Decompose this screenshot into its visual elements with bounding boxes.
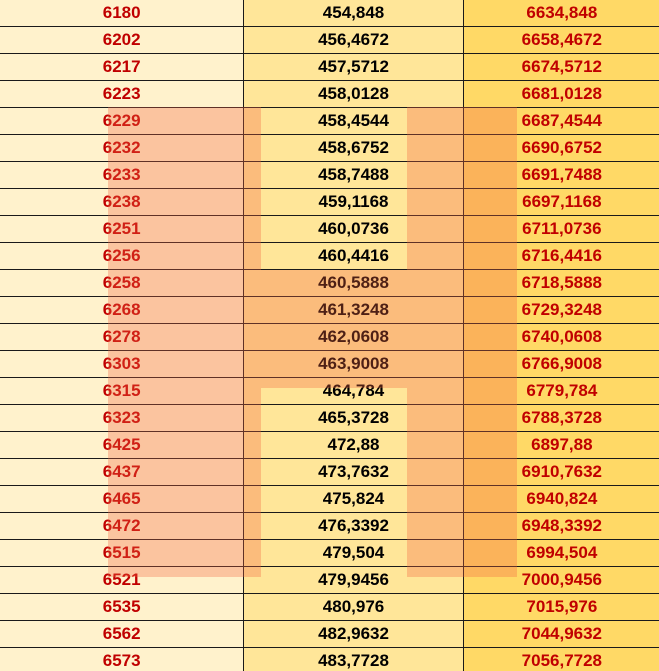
cell-total[interactable]: 6658,4672 xyxy=(463,27,659,54)
table-row xyxy=(0,513,659,540)
cell-value[interactable]: 458,0128 xyxy=(244,81,463,108)
cell-total[interactable]: 6674,5712 xyxy=(463,54,659,81)
cell-total[interactable]: 6716,4416 xyxy=(463,243,659,270)
table-row xyxy=(0,297,659,324)
table-row xyxy=(0,621,659,648)
cell-id[interactable]: 6180 xyxy=(0,0,244,27)
cell-total[interactable]: 6897,88 xyxy=(463,432,659,459)
cell-id[interactable]: 6256 xyxy=(0,243,244,270)
cell-total[interactable]: 7044,9632 xyxy=(463,621,659,648)
table-row xyxy=(0,540,659,567)
cell-id[interactable]: 6437 xyxy=(0,459,244,486)
cell-value[interactable]: 473,7632 xyxy=(244,459,463,486)
cell-total[interactable]: 6910,7632 xyxy=(463,459,659,486)
cell-total[interactable]: 7000,9456 xyxy=(463,567,659,594)
cell-value[interactable]: 462,0608 xyxy=(244,324,463,351)
cell-value[interactable]: 457,5712 xyxy=(244,54,463,81)
cell-id[interactable]: 6573 xyxy=(0,648,244,671)
cell-total[interactable]: 6994,504 xyxy=(463,540,659,567)
cell-value[interactable]: 479,9456 xyxy=(244,567,463,594)
cell-total[interactable]: 6711,0736 xyxy=(463,216,659,243)
cell-id[interactable]: 6315 xyxy=(0,378,244,405)
cell-total[interactable]: 6691,7488 xyxy=(463,162,659,189)
cell-id[interactable]: 6521 xyxy=(0,567,244,594)
table-row xyxy=(0,270,659,297)
cell-id[interactable]: 6232 xyxy=(0,135,244,162)
cell-value[interactable]: 464,784 xyxy=(244,378,463,405)
cell-total[interactable]: 6766,9008 xyxy=(463,351,659,378)
cell-id[interactable]: 6303 xyxy=(0,351,244,378)
table-row xyxy=(0,54,659,81)
cell-total[interactable]: 6634,848 xyxy=(463,0,659,27)
table-row xyxy=(0,81,659,108)
cell-id[interactable]: 6425 xyxy=(0,432,244,459)
cell-value[interactable]: 459,1168 xyxy=(244,189,463,216)
cell-value[interactable]: 461,3248 xyxy=(244,297,463,324)
cell-total[interactable]: 6729,3248 xyxy=(463,297,659,324)
cell-id[interactable]: 6217 xyxy=(0,54,244,81)
table-row xyxy=(0,378,659,405)
cell-total[interactable]: 6940,824 xyxy=(463,486,659,513)
cell-value[interactable]: 483,7728 xyxy=(244,648,463,671)
cell-total[interactable]: 6740,0608 xyxy=(463,324,659,351)
table-row xyxy=(0,459,659,486)
table-row xyxy=(0,594,659,621)
table-row xyxy=(0,405,659,432)
cell-id[interactable]: 6238 xyxy=(0,189,244,216)
cell-id[interactable]: 6278 xyxy=(0,324,244,351)
cell-total[interactable]: 7015,976 xyxy=(463,594,659,621)
cell-total[interactable]: 6779,784 xyxy=(463,378,659,405)
cell-total[interactable]: 6687,4544 xyxy=(463,108,659,135)
table-row xyxy=(0,216,659,243)
cell-id[interactable]: 6472 xyxy=(0,513,244,540)
cell-id[interactable]: 6233 xyxy=(0,162,244,189)
cell-value[interactable]: 476,3392 xyxy=(244,513,463,540)
cell-id[interactable]: 6323 xyxy=(0,405,244,432)
table-row xyxy=(0,567,659,594)
table-row xyxy=(0,162,659,189)
table-row xyxy=(0,432,659,459)
cell-id[interactable]: 6562 xyxy=(0,621,244,648)
table-row xyxy=(0,27,659,54)
table-row xyxy=(0,189,659,216)
cell-id[interactable]: 6229 xyxy=(0,108,244,135)
cell-value[interactable]: 458,4544 xyxy=(244,108,463,135)
cell-total[interactable]: 6948,3392 xyxy=(463,513,659,540)
cell-value[interactable]: 480,976 xyxy=(244,594,463,621)
cell-total[interactable]: 7056,7728 xyxy=(463,648,659,671)
table-row xyxy=(0,351,659,378)
cell-id[interactable]: 6465 xyxy=(0,486,244,513)
cell-value[interactable]: 458,6752 xyxy=(244,135,463,162)
cell-value[interactable]: 479,504 xyxy=(244,540,463,567)
table-row xyxy=(0,135,659,162)
table-row xyxy=(0,648,659,671)
cell-value[interactable]: 482,9632 xyxy=(244,621,463,648)
cell-id[interactable]: 6223 xyxy=(0,81,244,108)
cell-id[interactable]: 6202 xyxy=(0,27,244,54)
table-row xyxy=(0,108,659,135)
table-row xyxy=(0,324,659,351)
cell-value[interactable]: 475,824 xyxy=(244,486,463,513)
table-row xyxy=(0,0,659,27)
cell-value[interactable]: 456,4672 xyxy=(244,27,463,54)
cell-value[interactable]: 472,88 xyxy=(244,432,463,459)
cell-total[interactable]: 6788,3728 xyxy=(463,405,659,432)
cell-value[interactable]: 460,5888 xyxy=(244,270,463,297)
cell-value[interactable]: 463,9008 xyxy=(244,351,463,378)
cell-value[interactable]: 460,0736 xyxy=(244,216,463,243)
cell-id[interactable]: 6251 xyxy=(0,216,244,243)
cell-value[interactable]: 458,7488 xyxy=(244,162,463,189)
table-row xyxy=(0,486,659,513)
cell-id[interactable]: 6535 xyxy=(0,594,244,621)
cell-id[interactable]: 6258 xyxy=(0,270,244,297)
cell-value[interactable]: 465,3728 xyxy=(244,405,463,432)
cell-total[interactable]: 6690,6752 xyxy=(463,135,659,162)
cell-total[interactable]: 6681,0128 xyxy=(463,81,659,108)
cell-total[interactable]: 6718,5888 xyxy=(463,270,659,297)
cell-id[interactable]: 6268 xyxy=(0,297,244,324)
cell-value[interactable]: 454,848 xyxy=(244,0,463,27)
table-row xyxy=(0,243,659,270)
cell-total[interactable]: 6697,1168 xyxy=(463,189,659,216)
cell-value[interactable]: 460,4416 xyxy=(244,243,463,270)
cell-id[interactable]: 6515 xyxy=(0,540,244,567)
